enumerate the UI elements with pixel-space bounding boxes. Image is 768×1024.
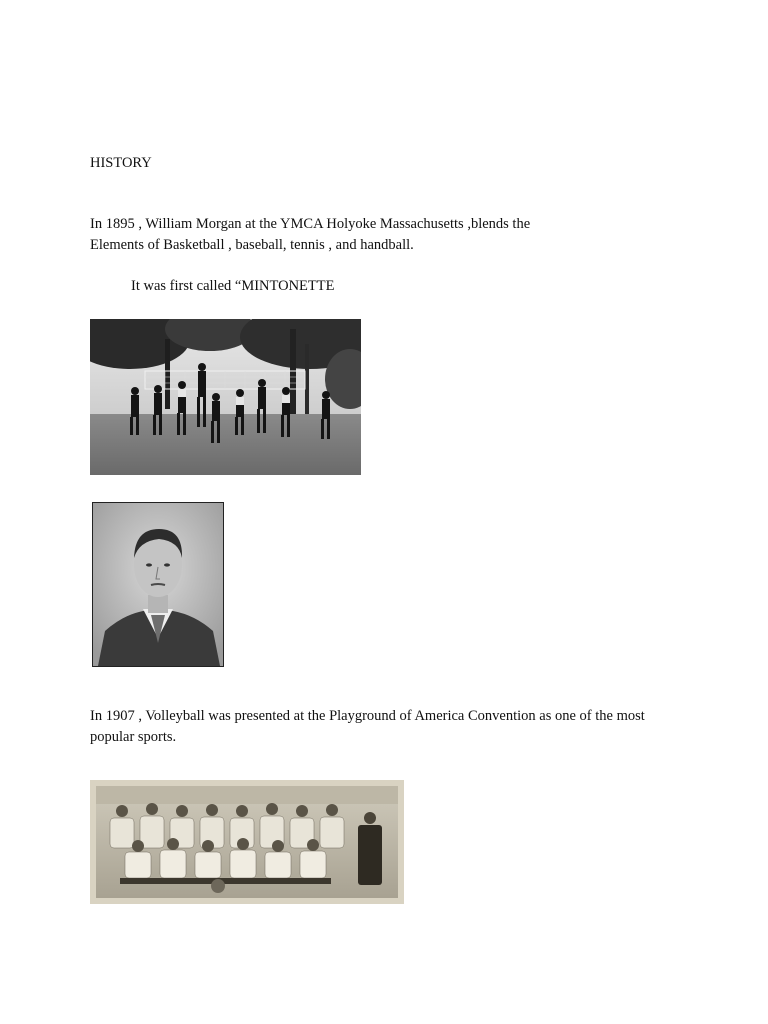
history-paragraph-1895: In 1895 , William Morgan at the YMCA Holyoke Massachusetts ,blends the Elements of Basketball , baseball, tennis , and handball. [90,216,531,253]
mintonette-paragraph: It was first called “MINTONETTE [131,278,335,294]
history-paragraph-1907: In 1907 , Volleyball was presented at the Playground of America Convention as one of the most popular sports. [90,708,645,745]
volleyball-team-photo [90,780,404,904]
page-heading: HISTORY [90,155,152,171]
william-morgan-portrait [92,502,224,667]
volleyball-game-photo [90,319,361,475]
